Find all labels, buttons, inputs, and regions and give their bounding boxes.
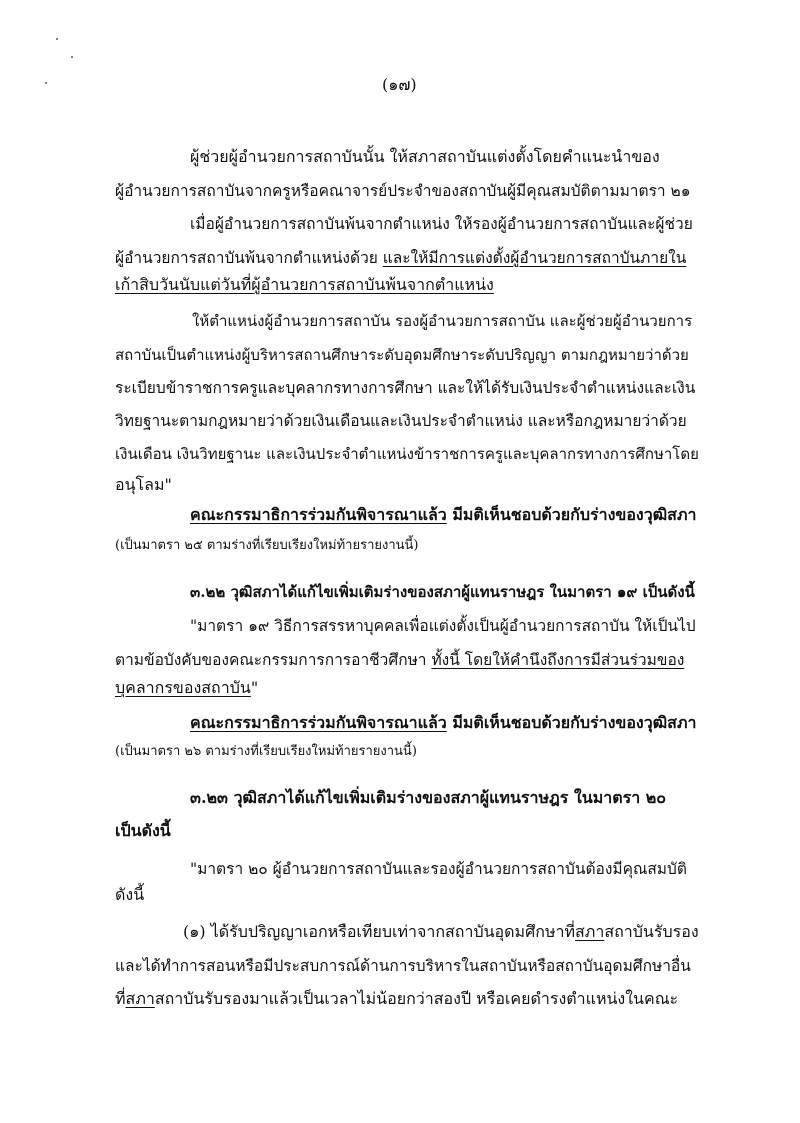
para3-line6: อนุโลม" bbox=[115, 475, 172, 494]
item323-clause1-line3 bbox=[115, 988, 678, 1010]
item323-clause1-line1 bbox=[183, 921, 699, 943]
committee1-resolution bbox=[190, 504, 696, 526]
item323-heading-line1: ๓.๒๓ วุฒิสภาได้แก้ไขเพิ่มเติมร่างของสภาผู้แทนราษฎร ในมาตรา ๒๐ bbox=[190, 788, 667, 807]
para3-line2: สถาบันเป็นตำแหน่งผู้บริหารสถานศึกษาระดับอุดมศึกษาระดับปริญญา ตามกฎหมายว่าด้วย bbox=[115, 346, 689, 364]
item323-heading-line2: เป็นดังนี้ bbox=[115, 821, 171, 840]
committee2-note: (เป็นมาตรา ๒๖ ตามร่างที่เรียบเรียงใหม่ท้ายรายงานนี้) bbox=[115, 744, 417, 759]
scan-speck bbox=[56, 38, 58, 40]
para2-line2-text: ผู้อำนวยการสถาบันพ้นจากตำแหน่งด้วย bbox=[115, 249, 383, 267]
para2-line3-underlined: เก้าสิบวันนับแต่วันที่ผู้อำนวยการสถาบันพ้นจากตำแหน่ง bbox=[115, 275, 494, 294]
scan-speck bbox=[45, 82, 47, 84]
para1-line1: ผู้ช่วยผู้อำนวยการสถาบันนั้น ให้สภาสถาบันแต่งตั้งโดยคำแนะนำของ bbox=[190, 147, 660, 166]
clause1-line3-text-c: สถาบันรับรองมาแล้วเป็นเวลาไม่น้อยกว่าสองปี หรือเคยดำรงตำแหน่งในคณะ bbox=[154, 989, 679, 1008]
para1-line2: ผู้อำนวยการสถาบันจากครูหรือคณาจารย์ประจำของสถาบันผู้มีคุณสมบัติตามมาตรา ๒๑ bbox=[115, 182, 691, 200]
para3-line5: เงินเดือน เงินวิทยฐานะ และเงินประจำตำแหน่งข้าราชการครูและบุคลากรทางการศึกษาโดย bbox=[115, 445, 699, 463]
item323-quote-line1: "มาตรา ๒๐ ผู้อำนวยการสถาบันและรองผู้อำนวยการสถาบันต้องมีคุณสมบัติ bbox=[190, 860, 687, 878]
clause1-text-c: สถาบันรับรอง bbox=[604, 922, 699, 941]
committee1-rest: มีมติเห็นชอบด้วยกับร่างของวุฒิสภา bbox=[446, 505, 697, 524]
item322-quote-line3 bbox=[115, 677, 258, 699]
item323-clause1-line2: และได้ทำการสอนหรือมีประสบการณ์ด้านการบริหารในสถาบันหรือสถาบันอุดมศึกษาอื่น bbox=[115, 957, 691, 975]
committee2-lead: คณะกรรมาธิการร่วมกันพิจารณาแล้ว bbox=[190, 713, 447, 732]
scan-speck bbox=[71, 56, 73, 58]
item322-quote-close: " bbox=[250, 678, 259, 697]
item322-quote-line2 bbox=[115, 649, 684, 671]
para2-line2-underlined: และให้มีการแต่งตั้งผู้อำนวยการสถาบันภายใน bbox=[382, 249, 687, 267]
item322-quote-line3-underlined: บุคลากรของสถาบัน bbox=[115, 678, 251, 697]
para3-line3: ระเบียบข้าราชการครูและบุคลากรทางการศึกษา และให้ได้รับเงินประจำตำแหน่งและเงิน bbox=[115, 379, 696, 397]
committee2-resolution bbox=[190, 712, 696, 734]
committee2-rest: มีมติเห็นชอบด้วยกับร่างของวุฒิสภา bbox=[446, 713, 697, 732]
item322-quote-line1: "มาตรา ๑๙ วิธีการสรรหาบุคคลเพื่อแต่งตั้งเป็นผู้อำนวยการสถาบัน ให้เป็นไป bbox=[190, 617, 696, 635]
committee1-note: (เป็นมาตรา ๒๕ ตามร่างที่เรียบเรียงใหม่ท้ายรายงานนี้) bbox=[115, 538, 419, 553]
clause1-underlined-sapha: สภา bbox=[575, 922, 605, 941]
item322-quote-line2-underlined: ทั้งนี้ โดยให้คำนึงถึงการมีส่วนร่วมของ bbox=[431, 651, 685, 669]
committee1-lead: คณะกรรมาธิการร่วมกันพิจารณาแล้ว bbox=[190, 505, 447, 524]
item322-quote-line2-text: ตามข้อบังคับของคณะกรรมการการอาชีวศึกษา bbox=[115, 651, 432, 669]
clause1-text-a: (๑) ได้รับปริญญาเอกหรือเทียบเท่าจากสถาบันอุดมศึกษาที่ bbox=[183, 922, 576, 941]
clause1-line3-underlined-sapha: สภา bbox=[125, 989, 155, 1008]
item323-quote-line2: ดังนี้ bbox=[115, 885, 145, 904]
page-number: (๑๗) bbox=[382, 75, 417, 94]
para2-line1: เมื่อผู้อำนวยการสถาบันพ้นจากตำแหน่ง ให้รองผู้อำนวยการสถาบันและผู้ช่วย bbox=[190, 215, 693, 233]
item322-heading: ๓.๒๒ วุฒิสภาได้แก้ไขเพิ่มเติมร่างของสภาผู้แทนราษฎร ในมาตรา ๑๙ เป็นดังนี้ bbox=[190, 583, 695, 601]
para3-line4: วิทยฐานะตามกฎหมายว่าด้วยเงินเดือนและเงินประจำตำแหน่ง และหรือกฎหมายว่าด้วย bbox=[115, 412, 687, 430]
para2-line2 bbox=[115, 247, 686, 269]
clause1-line3-text-a: ที่ bbox=[115, 989, 126, 1008]
para3-line1: ให้ตำแหน่งผู้อำนวยการสถาบัน รองผู้อำนวยการสถาบัน และผู้ช่วยผู้อำนวยการ bbox=[192, 312, 693, 330]
